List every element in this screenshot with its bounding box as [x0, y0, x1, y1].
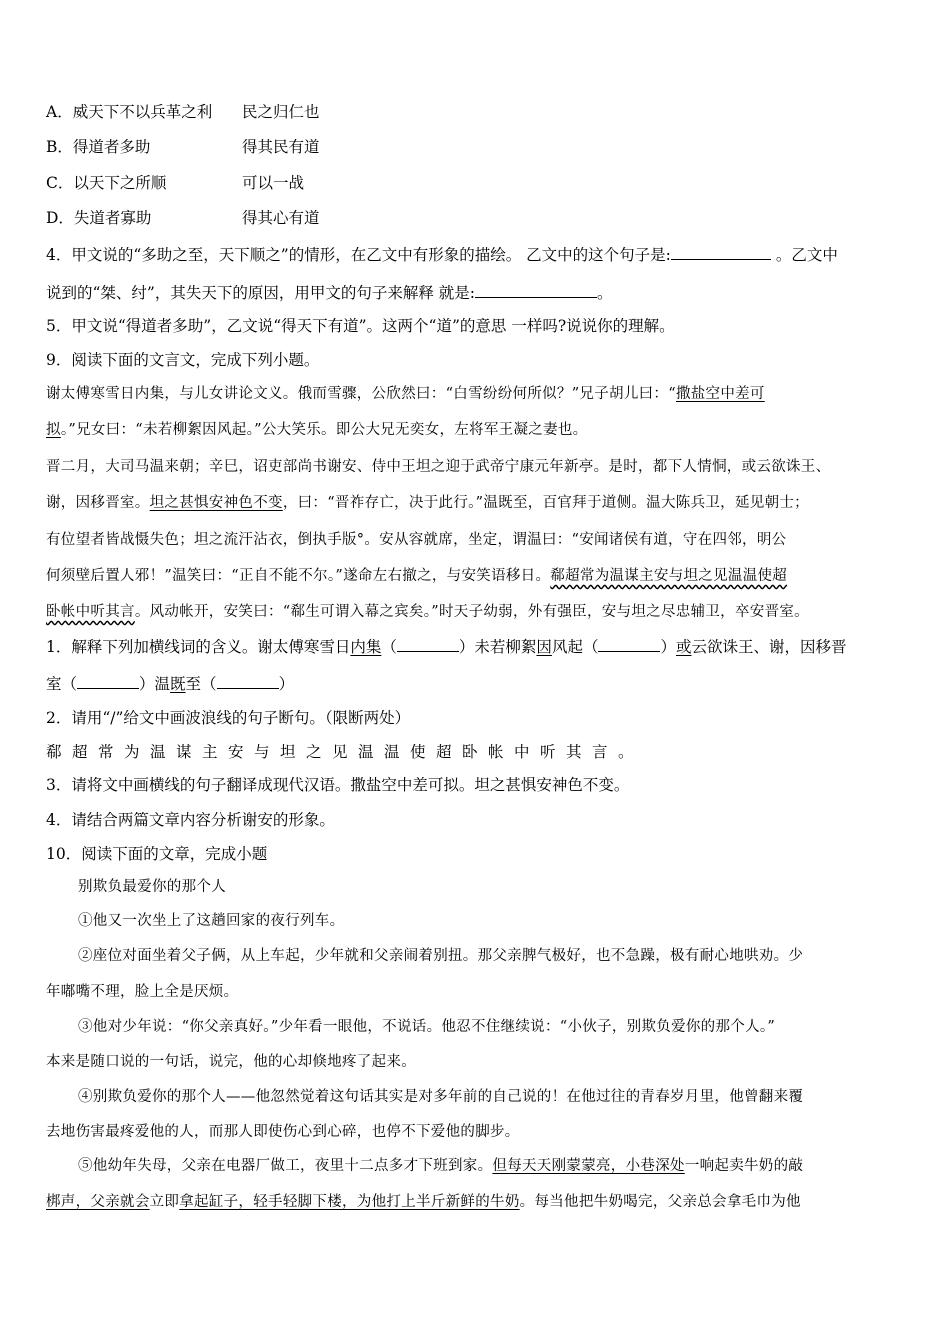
passage-2-line-4: 何须壁后置人邪！”温笑曰：“正自不能不尔。”遂命左右撤之，与安笑语移日。郗超常为温谋主安与坦之见温温使超: [46, 568, 788, 584]
article-title: 别欺负最爱你的那个人: [78, 879, 226, 895]
article-paragraph-2-line-1: ②座位对面坐着父子俩，从上车起，少年就和父亲闹着别扭。那父亲脾气极好，也不急躁，极有耐心地哄劝。少: [78, 948, 804, 964]
question-4-line-2: 说到的“桀、纣”，其失天下的原因，用甲文的句子来解释 就是: 。: [46, 284, 613, 302]
question-5: 5．甲文说“得道者多助”，乙文说“得天下有道”。这两个“道”的意思 一样吗?说说你的理解。: [46, 317, 675, 335]
answer-blank[interactable]: [475, 283, 597, 298]
passage-2-line-2: 谢，因移晋室。坦之甚惧安神色不变，曰：“晋祚存亡，决于此行。”温既至，百官拜于道侧。温大陈兵卫，延见朝士；: [46, 495, 809, 511]
sub-question-3: 3．请将文中画横线的句子翻译成现代汉语。撒盐空中差可拟。坦之甚惧安神色不变。: [46, 776, 630, 794]
answer-blank[interactable]: [77, 674, 139, 689]
article-paragraph-5-line-2: 梆声，父亲就会立即拿起缸子，轻手轻脚下楼，为他打上半斤新鲜的牛奶。每当他把牛奶喝完，父亲总会拿毛巾为他: [46, 1194, 801, 1210]
article-paragraph-4-line-1: ④别欺负爱你的那个人——他忽然觉着这句话其实是对多年前的自己说的！在他过往的青春岁月里，他曾翻来覆: [78, 1089, 804, 1105]
wavy-sentence: 卧帐中听其言: [46, 604, 135, 620]
passage-2-line-5: 卧帐中听其言。风动帐开，安笑曰：“郗生可谓入幕之宾矣。”时天子幼弱，外有强臣，安与坦之尽忠辅卫，卒安晋室。: [46, 604, 809, 620]
answer-blank[interactable]: [598, 637, 660, 652]
answer-blank[interactable]: [397, 637, 459, 652]
answer-blank[interactable]: [671, 245, 771, 260]
underlined-sentence: 拟: [46, 422, 61, 438]
passage-1-line-1: 谢太傅寒雪日内集，与儿女讲论文义。俄而雪骤，公欣然曰：“白雪纷纷何所似？”兄子胡儿曰：“撒盐空中差可: [46, 386, 765, 402]
sub-question-4: 4．请结合两篇文章内容分析谢安的形象。: [46, 811, 335, 829]
underlined-sentence: 拿起缸子，轻手轻脚下楼，为他打上半斤新鲜的牛奶: [179, 1194, 520, 1210]
passage-2-line-3: 有位望者皆战慑失色；坦之流汗沾衣，倒执手版°。安从容就席，坐定，谓温曰：“安闻诸侯有道，守在四邻，明公: [46, 532, 787, 548]
sub-question-2-sentence: 郗超常为温谋主安与坦之见温温使超卧帐中听其言。: [46, 743, 645, 761]
wavy-sentence: 郗超常为温谋主安与坦之见温温使超: [550, 568, 788, 584]
question-4-line-1: 4．甲文说的“多助之至，天下顺之”的情形，在乙文中有形象的描绘。 乙文中的这个句子是: 。乙文中: [46, 246, 838, 264]
question-9-title: 9．阅读下面的文言文，完成下列小题。: [46, 351, 320, 369]
article-paragraph-3-line-1: ③他对少年说：“你父亲真好。”少年看一眼他，不说话。他忍不住继续说：“小伙子，别欺负爱你的那个人。”: [78, 1019, 776, 1035]
underlined-sentence: 撒盐空中差可: [675, 386, 765, 402]
article-paragraph-2-line-2: 年嘟嘴不理，脸上全是厌烦。: [46, 984, 239, 1000]
underlined-sentence: 坦之甚惧安神色不变: [149, 495, 283, 511]
passage-1-line-2: 拟。”兄女曰：“未若柳絮因风起。”公大笑乐。即公大兄无奕女，左将军王凝之妻也。: [46, 422, 588, 438]
article-paragraph-4-line-2: 去地伤害最疼爱他的人，而那人即使伤心到心碎，也停不下爱他的脚步。: [46, 1124, 520, 1140]
answer-blank[interactable]: [217, 674, 279, 689]
sub-question-1-line-2: 室（ ）温既至（ ）: [46, 675, 295, 693]
passage-2-line-1: 晋二月，大司马温来朝；辛巳，诏吏部尚书谢安、侍中王坦之迎于武帝宁康元年新亭。是时，都下人情恫，或云欲诛王、: [46, 459, 831, 475]
article-paragraph-5-line-1: ⑤他幼年失母，父亲在电器厂做工，夜里十二点多才下班到家。但每天天刚蒙蒙亮，小巷深处一响起卖牛奶的敲: [78, 1158, 804, 1174]
sub-question-1-line-1: 1．解释下列加横线词的含义。谢太傅寒雪日内集（ ）未若柳絮因风起（ ）或云欲诛王、谢，因移晋: [46, 638, 847, 656]
sub-question-2: 2．请用“/”给文中画波浪线的句子断句。（限断两处）: [46, 709, 411, 727]
article-paragraph-1: ①他又一次坐上了这趟回家的夜行列车。: [78, 913, 345, 929]
article-paragraph-3-line-2: 本来是随口说的一句话，说完，他的心却倏地疼了起来。: [46, 1054, 416, 1070]
question-10-title: 10．阅读下面的文章，完成小题: [46, 845, 268, 863]
underlined-word: 会: [134, 1194, 150, 1210]
underlined-sentence: 梆声，父亲就: [46, 1194, 135, 1210]
underlined-sentence: 但每天天刚蒙蒙亮，小巷深处: [492, 1158, 685, 1174]
